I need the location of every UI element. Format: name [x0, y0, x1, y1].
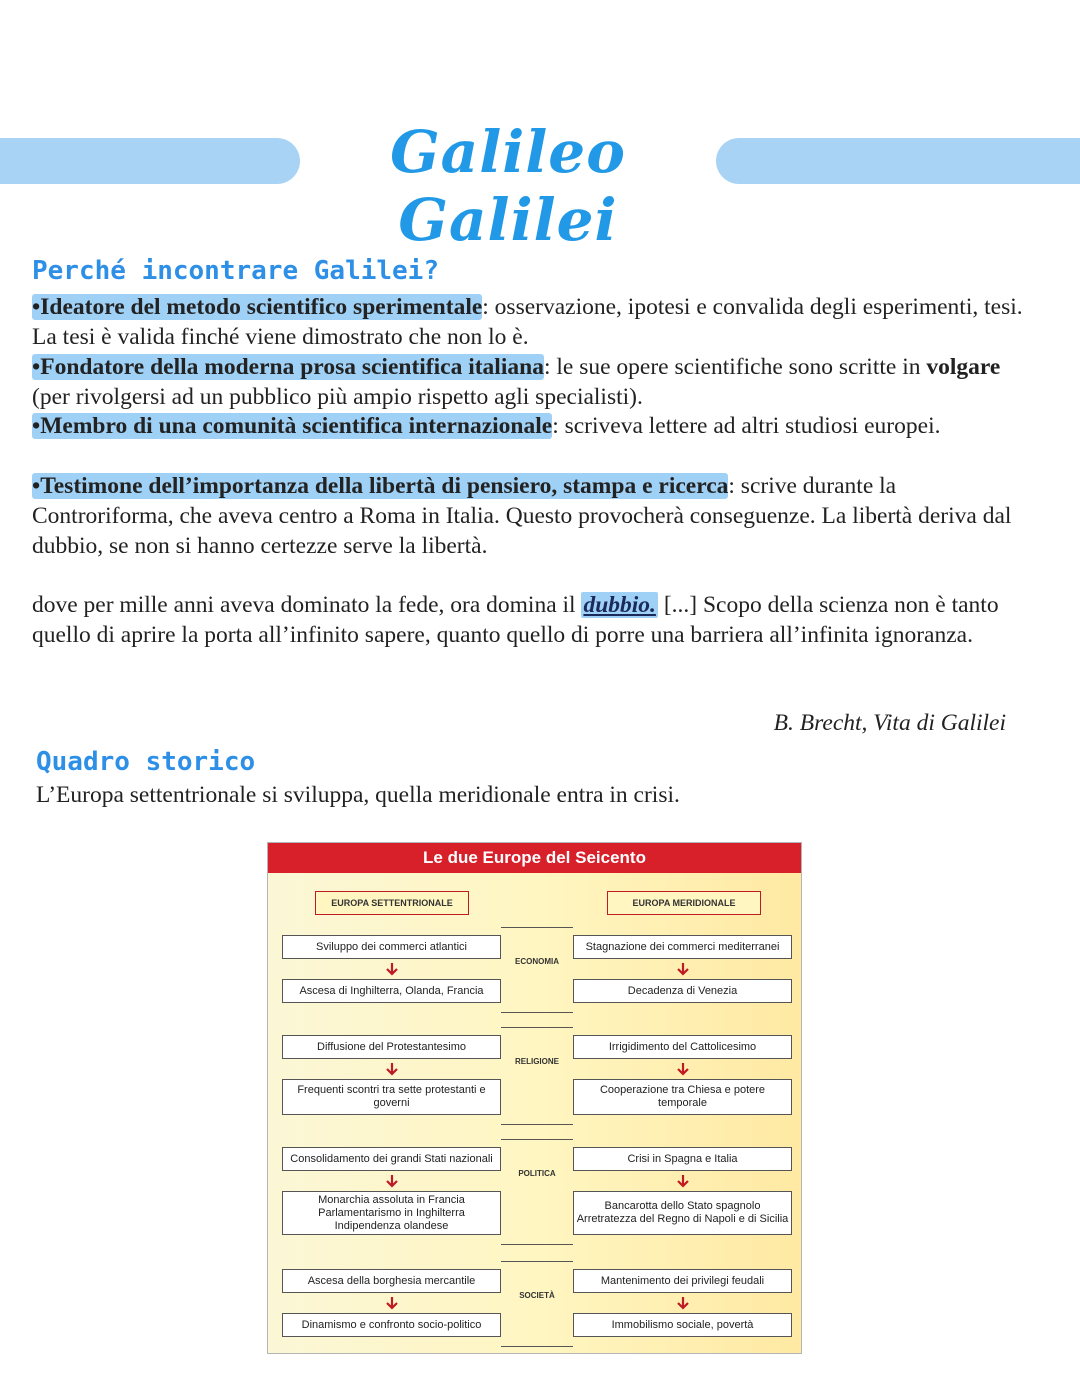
diagram-connector	[501, 1139, 573, 1245]
diagram-box-left: Sviluppo dei commerci atlantici	[282, 935, 501, 959]
point-4	[32, 472, 1042, 561]
title-band-right	[716, 138, 1080, 184]
brecht-quote	[32, 591, 1042, 651]
point-1-text: : osservazione, ipotesi e convalida degli esperimenti, tesi. La tesi è valida finché viene dimostrato che non lo è.	[32, 294, 1023, 350]
diagram-box-left: Frequenti scontri tra sette protestanti e governi	[282, 1079, 501, 1115]
point-3-text: : scriveva lettere ad altri studiosi europei.	[552, 413, 941, 439]
arrow-down-icon	[676, 962, 690, 976]
diagram-box-left: Diffusione del Protestantesimo	[282, 1035, 501, 1059]
page-title: Galileo Galilei	[390, 118, 626, 254]
arrow-down-icon	[385, 1174, 399, 1188]
diagram-box-left: Ascesa di Inghilterra, Olanda, Francia	[282, 979, 501, 1003]
section-heading-why: Perché incontrare Galilei?	[32, 256, 439, 286]
arrow-down-icon	[385, 962, 399, 976]
diagram-category-label: POLITICA	[518, 1169, 556, 1178]
diagram-box-right: Decadenza di Venezia	[573, 979, 792, 1003]
title-band-left	[0, 138, 300, 184]
header-south: EUROPA MERIDIONALE	[607, 891, 761, 915]
quote-after: [...] Scopo della scienza non è tanto quello di aprire la porta all’infinito sapere, quanto quello di porre una barriera all’infinita ignoranza.	[32, 592, 999, 648]
quote-citation: B. Brecht, Vita di Galilei	[773, 710, 1006, 736]
point-2-bold2: volgare	[926, 354, 1001, 380]
point-1-bold: •Ideatore del metodo scientifico sperimentale	[32, 294, 483, 320]
diagram-box-left: Monarchia assoluta in Francia Parlamentarismo in Inghilterra Indipendenza olandese	[282, 1191, 501, 1235]
two-europes-diagram	[267, 842, 802, 1354]
point-1	[32, 293, 1042, 353]
header-north: EUROPA SETTENTRIONALE	[315, 891, 469, 915]
arrow-down-icon	[385, 1062, 399, 1076]
diagram-category-label: ECONOMIA	[515, 957, 559, 966]
diagram-box-left: Dinamismo e confronto socio-politico	[282, 1313, 501, 1337]
section-heading-history: Quadro storico	[36, 747, 256, 777]
diagram-category-label: RELIGIONE	[514, 1057, 559, 1066]
arrow-down-icon	[676, 1296, 690, 1310]
diagram-box-right: Cooperazione tra Chiesa e potere temporale	[573, 1079, 792, 1115]
diagram-box-right: Stagnazione dei commerci mediterranei	[573, 935, 792, 959]
diagram-box-right: Irrigidimento del Cattolicesimo	[573, 1035, 792, 1059]
point-4-bold: •Testimone dell’importanza della libertà di pensiero, stampa e ricerca	[32, 473, 729, 499]
arrow-down-icon	[676, 1062, 690, 1076]
diagram-title: Le due Europe del Seicento	[268, 843, 801, 873]
diagram-box-left: Ascesa della borghesia mercantile	[282, 1269, 501, 1293]
diagram-connector	[501, 1261, 573, 1347]
point-2	[32, 353, 1042, 413]
diagram-box-right: Bancarotta dello Stato spagnolo Arretratezza del Regno di Napoli e di Sicilia	[573, 1191, 792, 1235]
point-4-text: : scrive durante la Controriforma, che aveva centro a Roma in Italia. Questo provocherà conseguenze. La libertà deriva dal dubbio, se non si hanno certezze serve la libertà.	[32, 473, 1012, 559]
point-3-bold: •Membro di una comunità scientifica internazionale	[32, 413, 553, 439]
diagram-box-right: Mantenimento dei privilegi feudali	[573, 1269, 792, 1293]
point-2-text2: (per rivolgersi ad un pubblico più ampio rispetto agli specialisti).	[32, 383, 643, 410]
point-2-text: : le sue opere scientifiche sono scritte in	[543, 354, 927, 380]
history-text: L’Europa settentrionale si sviluppa, quella meridionale entra in crisi.	[36, 782, 680, 808]
arrow-down-icon	[385, 1296, 399, 1310]
point-2-bold: •Fondatore della moderna prosa scientifica italiana	[32, 354, 544, 380]
diagram-category-label: SOCIETÀ	[519, 1291, 555, 1300]
diagram-box-right: Immobilismo sociale, povertà	[573, 1313, 792, 1337]
diagram-box-left: Consolidamento dei grandi Stati nazionali	[282, 1147, 501, 1171]
diagram-box-right: Crisi in Spagna e Italia	[573, 1147, 792, 1171]
arrow-down-icon	[676, 1174, 690, 1188]
quote-before: dove per mille anni aveva dominato la fede, ora domina il	[32, 592, 582, 618]
point-3	[32, 412, 1042, 442]
quote-word-dubbio: dubbio.	[583, 592, 656, 618]
diagram-connector	[501, 1027, 573, 1125]
diagram-connector	[501, 927, 573, 1013]
